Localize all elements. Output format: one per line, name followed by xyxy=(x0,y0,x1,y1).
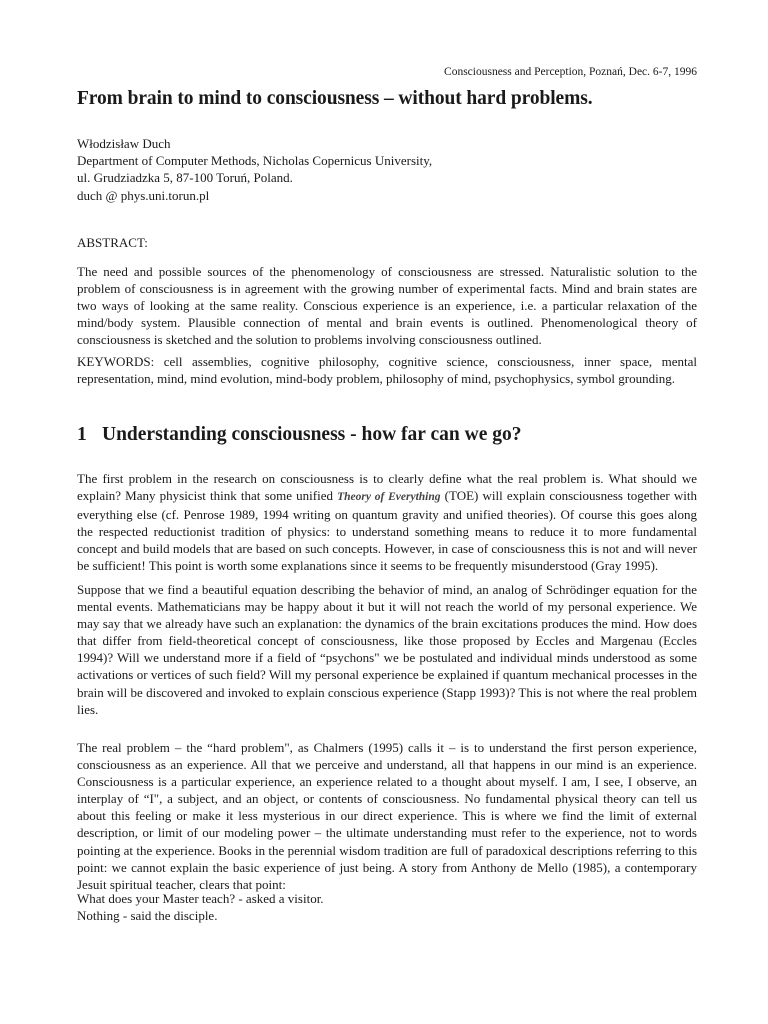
keywords: KEYWORDS: cell assemblies, cognitive philosophy, cognitive science, consciousness, inner space, mental representation, mind, mind evolution, mind-body problem, philosophy of mind, psychophysics, symbol grounding. xyxy=(77,354,697,387)
author-address: ul. Grudziadzka 5, 87-100 Toruń, Poland. xyxy=(77,170,293,186)
dialogue-line: Nothing - said the disciple. xyxy=(77,908,218,924)
dialogue-line: What does your Master teach? - asked a visitor. xyxy=(77,891,324,906)
paragraph-text: (TOE) will explain consciousness together with everything else (cf. Penrose 1989, 1994 writing on quantum gravity and unified theories). Of course this goes along the respected reductionist tradition of physics: to understand something means to reduce it to more fundamental concept and build models that are based on such concepts. However, in case of consciousness this is not and will never be sufficient! This point is worth some explanations since it seems to be frequently misunderstood (Gray 1995). xyxy=(77,488,697,574)
author-department: Department of Computer Methods, Nicholas Copernicus University, xyxy=(77,153,433,169)
abstract-heading: ABSTRACT: xyxy=(77,235,148,250)
conference-header: Consciousness and Perception, Poznań, Dec. 6-7, 1996 xyxy=(444,66,697,78)
body-paragraph xyxy=(77,470,697,575)
abstract-text: The need and possible sources of the phenomenology of consciousness are stressed. Naturalistic solution to the problem of consciousness is in agreement with the growing number of experimental facts. Mind and brain states are two ways of looking at the same reality. Conscious experience is an experience, i.e. a particular relaxation of the mind/body system. Plausible connection of mental and brain events is outlined. Phenomenological theory of consciousness is sketched and the solution to problems involving consciousness outlined. xyxy=(77,264,697,348)
author-block xyxy=(77,135,432,204)
section-title: Understanding consciousness - how far can we go? xyxy=(102,424,522,445)
body-paragraph: Suppose that we find a beautiful equation describing the behavior of mind, an analog of Schrödinger equation for the mental events. Mathematicians may be happy about it but it will not reach the world of my personal experience. We may say that we already have such an explanation: the dynamics of the brain excitations produces the mind. How does that differ from field-theoretical concept of consciousness, like those proposed by Eccles and Margenau (Eccles 1994)? Will we understand more if a field of “psychons" we be postulated and individual minds understood as some activations or vertices of such field? Will my personal experience be explained if quantum mechanical processes in the brain will be discovered and invoked to explain conscious experience (Stapp 1993)? This is not where the real problem lies. xyxy=(77,582,697,717)
dialogue-block xyxy=(77,890,697,924)
section-number: 1 xyxy=(77,424,87,445)
theory-of-everything-term: Theory of Everything xyxy=(337,491,441,504)
author-email: duch @ phys.uni.torun.pl xyxy=(77,187,210,203)
paragraph-text: The first problem in the research on consciousness is to clearly define what the real problem is. What should we explain? Many physicist think that some unified xyxy=(77,471,697,504)
section-heading xyxy=(77,424,521,446)
body-paragraph: The real problem – the “hard problem", as Chalmers (1995) calls it – is to understand the first person experience, consciousness as an experience. All that we perceive and understand, all that happens in our mind is an experience. Consciousness is a particular experience, an experience related to a thought about myself. I am, I see, I observe, an interplay of “I", a subject, and an object, or contents of consciousness. No fundamental physical theory can tell us about this feeling or make it less mysterious in our direct experience. This is where we find the limit of external description, or limit of our modeling power – the ultimate understanding must refer to the experience, not to words pointing at the experience. Books in the perennial wisdom tradition are full of paradoxical descriptions referring to this point: we cannot explain the basic experience of just being. A story from Anthony de Mello (1985), a contemporary Jesuit spiritual teacher, clears that point: xyxy=(77,740,697,892)
author-name: Włodzisław Duch xyxy=(77,136,171,151)
paper-title: From brain to mind to consciousness – without hard problems. xyxy=(77,88,593,109)
